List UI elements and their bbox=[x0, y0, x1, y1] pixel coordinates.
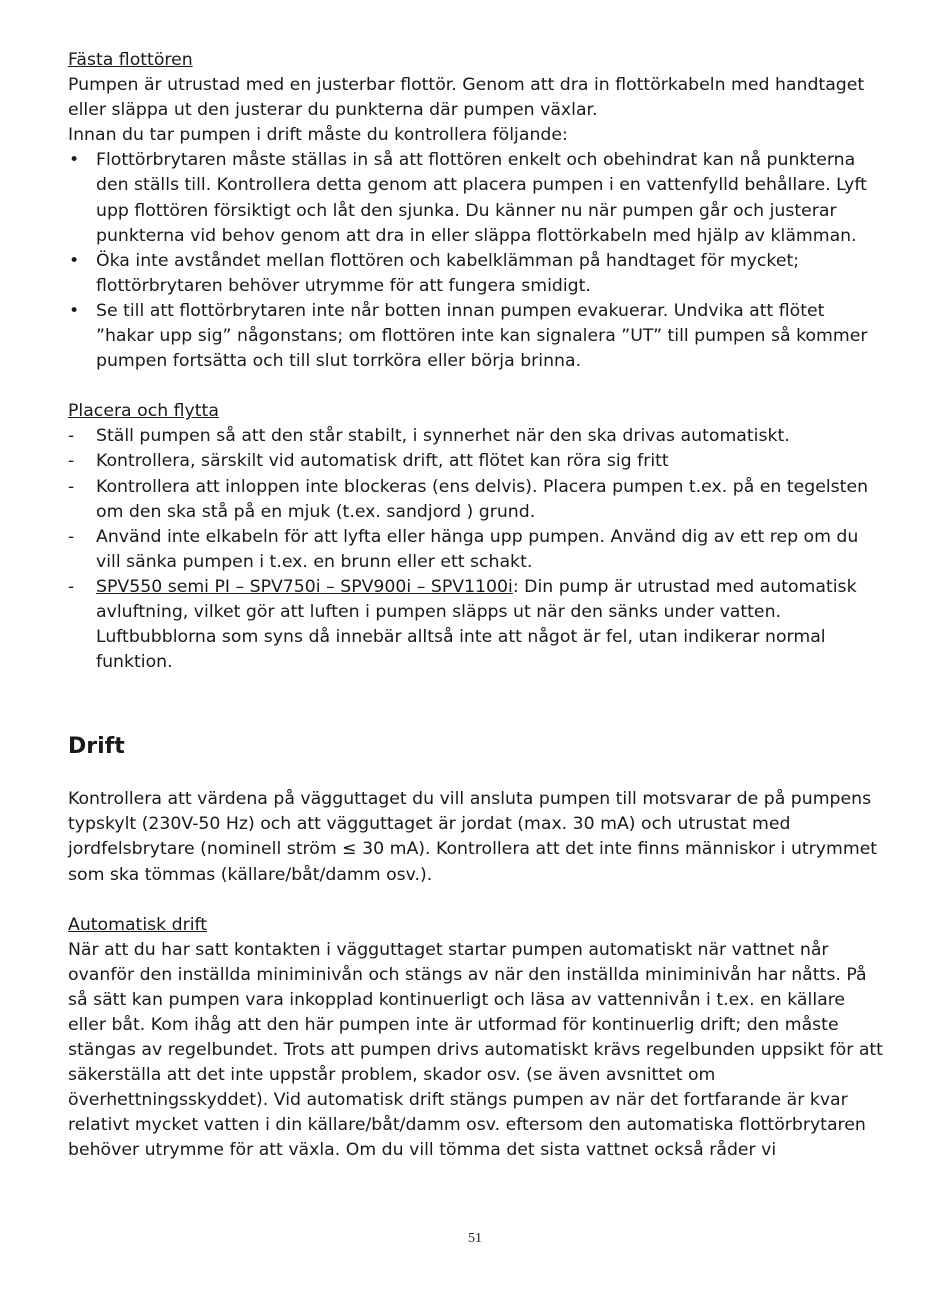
page-number: 51 bbox=[468, 1231, 482, 1246]
dash-marker: - bbox=[68, 476, 75, 497]
dash-marker: - bbox=[68, 426, 75, 447]
paragraph-float-intro: Pumpen är utrustad med en justerbar flottör. Genom att dra in flottörkabeln med handtaget eller släppa ut den justerar du punkterna där pumpen växlar. bbox=[68, 75, 865, 121]
bullet-marker: • bbox=[69, 300, 80, 321]
model-names: SPV550 semi PI – SPV750i – SPV900i – SPV1100i bbox=[96, 576, 513, 597]
dash-marker: - bbox=[68, 576, 75, 597]
dash-marker: - bbox=[68, 451, 75, 472]
list-item: - Kontrollera, särskilt vid automatisk drift, att flötet kan röra sig fritt bbox=[68, 449, 883, 474]
list-item: • Se till att flottörbrytaren inte når botten innan pumpen evakuerar. Undvika att flötet ”hakar upp sig” någonstans; om flottören inte kan signalera ”UT” till pumpen så kommer pumpen fortsätta och till slut torrköra eller börja brinna. bbox=[69, 300, 868, 372]
section-heading-placement: Placera och flytta bbox=[68, 401, 219, 422]
list-item: • Öka inte avståndet mellan flottören och kabelklämman på handtaget för mycket; flottörbrytaren behöver utrymme för att fungera smidigt. bbox=[69, 250, 800, 296]
spacer bbox=[68, 888, 883, 913]
list-item: - SPV550 semi PI – SPV750i – SPV900i – SPV1100i: Din pump är utrustad med automatisk avluftning, vilket gör att luften i pumpen släpps ut när den sänks under vatten. Luftbubblorna som syns då innebär alltså inte att något är fel, utan indikerar normal funktion. bbox=[68, 576, 857, 673]
list-item: - Ställ pumpen så att den står stabilt, i synnerhet när den ska drivas automatiskt. bbox=[68, 424, 883, 449]
spacer bbox=[68, 374, 883, 399]
paragraph-drift: Kontrollera att värdena på vägguttaget du vill ansluta pumpen till motsvarar de på pumpens typskylt (230V-50 Hz) och att vägguttaget är jordat (max. 30 mA) och utrustat med jordfelsbrytare (nominell ström ≤ 30 mA). Kontrollera att det inte finns människor i utrymmet som ska tömmas (källare/båt/damm osv.). bbox=[68, 789, 878, 885]
spacer bbox=[68, 762, 883, 787]
placement-dash-list bbox=[68, 424, 883, 675]
paragraph-auto: När att du har satt kontakten i vägguttaget startar pumpen automatiskt när vattnet når ovanför den inställda miniminivån och stängs av när den inställda miniminivån har nåtts. På så sätt kan pumpen vara inkopplad kontinuerligt och läsa av vattennivån i t.ex. en källare eller båt. Kom ihåg att den här pumpen inte är utformad för kontinuerlig drift; den måste stängas av regelbundet. Trots att pumpen drivs automatiskt krävs regelbunden uppsikt för att säkerställa att det inte uppstår problem, skador osv. (se även avsnittet om överhettningsskyddet). Vid automatisk drift stängs pumpen av när det fortfarande är kvar relativt mycket vatten i din källare/båt/damm osv. eftersom den automatiska flottörbrytaren behöver utrymme för att växla. Om du vill tömma det sista vattnet också råder vi bbox=[68, 939, 883, 1161]
float-bullet-list bbox=[68, 148, 883, 374]
section-heading-auto: Automatisk drift bbox=[68, 914, 208, 935]
section-heading-float: Fästa flottören bbox=[68, 50, 193, 70]
document-page bbox=[68, 48, 883, 1164]
bullet-marker: • bbox=[69, 150, 80, 171]
dash-marker: - bbox=[68, 526, 75, 547]
list-item: - Kontrollera att inloppen inte blockeras (ens delvis). Placera pumpen t.ex. på en tegelsten om den ska stå på en mjuk (t.ex. sandjord ) grund. bbox=[68, 476, 869, 522]
spacer bbox=[68, 675, 883, 732]
list-item: - Använd inte elkabeln för att lyfta eller hänga upp pumpen. Använd dig av ett rep om du vill sänka pumpen i t.ex. en brunn eller ett schakt. bbox=[68, 526, 859, 572]
drift-title: Drift bbox=[68, 734, 125, 760]
list-item: • Flottörbrytaren måste ställas in så att flottören enkelt och obehindrat kan nå punkterna den ställs till. Kontrollera detta genom att placera pumpen i en vattenfylld behållare. Lyft upp flottören försiktigt och låt den sjunka. Du känner nu när pumpen går och justerar punkterna vid behov genom att dra in eller släppa flottörkabeln med hjälp av klämman. bbox=[69, 150, 867, 246]
paragraph-float-check: Innan du tar pumpen i drift måste du kontrollera följande: bbox=[68, 125, 568, 146]
bullet-marker: • bbox=[69, 250, 80, 271]
